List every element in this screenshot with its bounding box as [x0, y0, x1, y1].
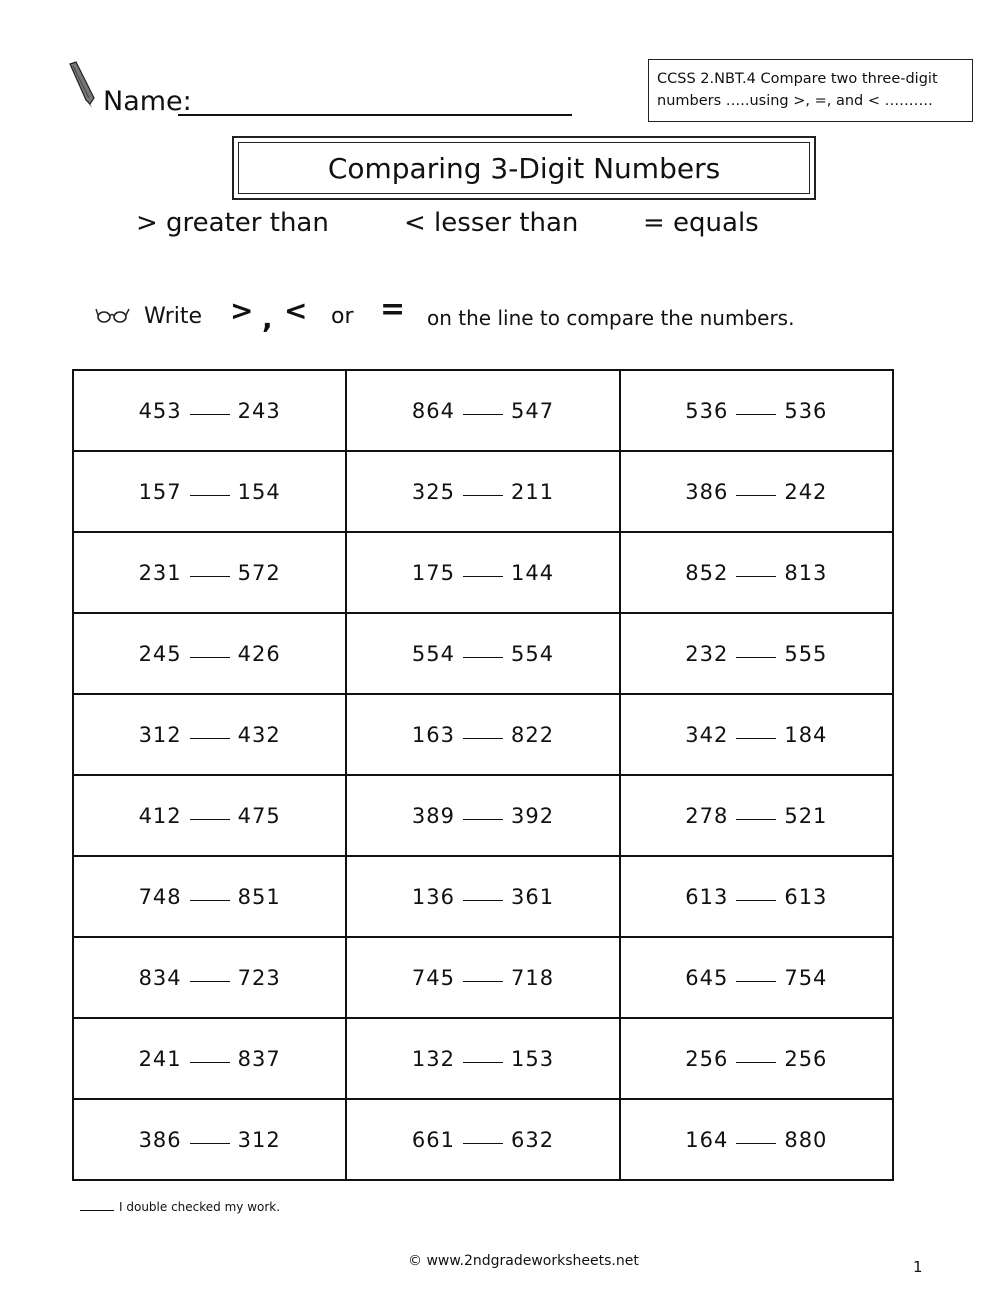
right-number: 613: [784, 884, 828, 909]
right-number: 547: [510, 398, 555, 423]
left-number: 325: [411, 479, 455, 504]
right-number: 851: [237, 884, 281, 909]
answer-blank[interactable]: [463, 980, 503, 982]
right-number: 813: [784, 560, 828, 585]
left-number: 386: [685, 479, 729, 504]
problem-cell: [73, 1099, 346, 1180]
table-row: [73, 856, 893, 937]
problem-cell: [73, 532, 346, 613]
problem-cell: [73, 775, 346, 856]
answer-blank[interactable]: [736, 980, 776, 982]
problem-cell: [346, 937, 619, 1018]
problem-cell: [346, 856, 619, 937]
right-number: 432: [237, 722, 281, 747]
right-number: 632: [510, 1127, 555, 1152]
symbol-equals: =: [380, 292, 406, 327]
right-number: 723: [237, 965, 281, 990]
standard-line-2: numbers …..using >, =, and < ……….: [657, 93, 933, 109]
right-number: 144: [510, 560, 555, 585]
table-row: [73, 775, 893, 856]
problem-cell: [620, 451, 893, 532]
problem-cell: [346, 613, 619, 694]
answer-blank[interactable]: [463, 494, 503, 496]
answer-blank[interactable]: [463, 737, 503, 739]
right-number: 536: [784, 398, 828, 423]
instruction-or: or: [331, 304, 354, 329]
problem-cell: [620, 937, 893, 1018]
legend-lesser: < lesser than: [404, 208, 579, 238]
standard-line-1: CCSS 2.NBT.4 Compare two three-digit: [657, 71, 938, 87]
left-number: 834: [138, 965, 182, 990]
answer-blank[interactable]: [736, 737, 776, 739]
answer-blank[interactable]: [463, 1142, 503, 1144]
answer-blank[interactable]: [190, 737, 230, 739]
left-number: 175: [411, 560, 455, 585]
left-number: 278: [685, 803, 729, 828]
answer-blank[interactable]: [190, 818, 230, 820]
table-row: [73, 1099, 893, 1180]
left-number: 613: [685, 884, 729, 909]
page-number: 1: [913, 1258, 923, 1276]
right-number: 242: [784, 479, 828, 504]
right-number: 521: [784, 803, 828, 828]
answer-blank[interactable]: [463, 899, 503, 901]
table-row: [73, 694, 893, 775]
problem-cell: [620, 775, 893, 856]
answer-blank[interactable]: [190, 899, 230, 901]
symbol-less: <: [284, 294, 308, 327]
problem-cell: [73, 451, 346, 532]
answer-blank[interactable]: [463, 413, 503, 415]
right-number: 475: [237, 803, 281, 828]
left-number: 232: [685, 641, 729, 666]
problem-cell: [73, 370, 346, 451]
answer-blank[interactable]: [463, 656, 503, 658]
symbol-greater: >: [230, 294, 254, 327]
problems-grid: [72, 369, 894, 1181]
left-number: 231: [138, 560, 182, 585]
standard-box: [648, 59, 973, 122]
answer-blank[interactable]: [190, 494, 230, 496]
answer-blank[interactable]: [736, 494, 776, 496]
right-number: 154: [237, 479, 281, 504]
problem-cell: [346, 1099, 619, 1180]
problem-cell: [73, 613, 346, 694]
left-number: 748: [138, 884, 182, 909]
right-number: 555: [784, 641, 828, 666]
left-number: 536: [685, 398, 729, 423]
left-number: 453: [138, 398, 182, 423]
left-number: 745: [411, 965, 455, 990]
problem-cell: [620, 694, 893, 775]
problem-cell: [73, 1018, 346, 1099]
left-number: 241: [138, 1046, 182, 1071]
problem-cell: [620, 370, 893, 451]
right-number: 426: [237, 641, 281, 666]
table-row: [73, 1018, 893, 1099]
answer-blank[interactable]: [736, 1061, 776, 1063]
right-number: 822: [510, 722, 555, 747]
double-check-row: [80, 1200, 280, 1214]
right-number: 718: [510, 965, 555, 990]
answer-blank[interactable]: [736, 899, 776, 901]
left-number: 157: [138, 479, 182, 504]
name-label: Name:: [103, 86, 192, 117]
left-number: 386: [138, 1127, 182, 1152]
double-check-blank[interactable]: [80, 1210, 114, 1211]
problem-cell: [346, 370, 619, 451]
table-row: [73, 370, 893, 451]
double-check-text: I double checked my work.: [119, 1200, 281, 1214]
problem-cell: [620, 1099, 893, 1180]
right-number: 243: [237, 398, 281, 423]
left-number: 864: [411, 398, 455, 423]
left-number: 245: [138, 641, 182, 666]
problem-cell: [620, 532, 893, 613]
instruction-write: Write: [144, 304, 203, 329]
left-number: 256: [685, 1046, 729, 1071]
problem-cell: [73, 694, 346, 775]
answer-blank[interactable]: [463, 818, 503, 820]
answer-blank[interactable]: [190, 1061, 230, 1063]
answer-blank[interactable]: [736, 575, 776, 577]
left-number: 312: [138, 722, 182, 747]
left-number: 645: [685, 965, 729, 990]
right-number: 572: [237, 560, 281, 585]
answer-blank[interactable]: [190, 575, 230, 577]
right-number: 184: [784, 722, 828, 747]
right-number: 211: [510, 479, 555, 504]
answer-blank[interactable]: [190, 413, 230, 415]
table-row: [73, 532, 893, 613]
right-number: 256: [784, 1046, 828, 1071]
problem-cell: [346, 694, 619, 775]
problem-cell: [73, 856, 346, 937]
table-row: [73, 451, 893, 532]
pencil-icon: [66, 60, 100, 114]
left-number: 554: [411, 641, 455, 666]
right-number: 554: [510, 641, 555, 666]
answer-blank[interactable]: [736, 818, 776, 820]
left-number: 412: [138, 803, 182, 828]
legend-greater: > greater than: [136, 208, 329, 238]
right-number: 754: [784, 965, 828, 990]
legend-equals: = equals: [643, 208, 759, 238]
name-field[interactable]: [178, 114, 572, 116]
right-number: 153: [510, 1046, 555, 1071]
problem-cell: [346, 775, 619, 856]
right-number: 312: [237, 1127, 281, 1152]
answer-blank[interactable]: [736, 656, 776, 658]
table-row: [73, 937, 893, 1018]
problem-cell: [620, 613, 893, 694]
left-number: 661: [411, 1127, 455, 1152]
problem-cell: [620, 856, 893, 937]
instruction-row: [95, 292, 855, 340]
table-row: [73, 613, 893, 694]
left-number: 132: [411, 1046, 455, 1071]
glasses-icon: [95, 306, 131, 328]
page-title: Comparing 3-Digit Numbers: [238, 142, 810, 194]
answer-blank[interactable]: [736, 1142, 776, 1144]
answer-blank[interactable]: [190, 656, 230, 658]
right-number: 361: [510, 884, 555, 909]
problem-cell: [73, 937, 346, 1018]
answer-blank[interactable]: [463, 1061, 503, 1063]
symbol-comma: ,: [262, 302, 273, 335]
title-box: [232, 136, 816, 200]
problem-cell: [346, 532, 619, 613]
left-number: 342: [685, 722, 729, 747]
left-number: 164: [685, 1127, 729, 1152]
problem-cell: [346, 1018, 619, 1099]
answer-blank[interactable]: [736, 413, 776, 415]
answer-blank[interactable]: [463, 575, 503, 577]
problem-cell: [346, 451, 619, 532]
left-number: 163: [411, 722, 455, 747]
copyright: © www.2ndgradeworksheets.net: [408, 1253, 639, 1269]
instruction-text: on the line to compare the numbers.: [427, 306, 795, 330]
left-number: 852: [685, 560, 729, 585]
problem-cell: [620, 1018, 893, 1099]
answer-blank[interactable]: [190, 980, 230, 982]
right-number: 392: [510, 803, 555, 828]
left-number: 136: [411, 884, 455, 909]
right-number: 880: [784, 1127, 828, 1152]
answer-blank[interactable]: [190, 1142, 230, 1144]
right-number: 837: [237, 1046, 281, 1071]
left-number: 389: [411, 803, 455, 828]
